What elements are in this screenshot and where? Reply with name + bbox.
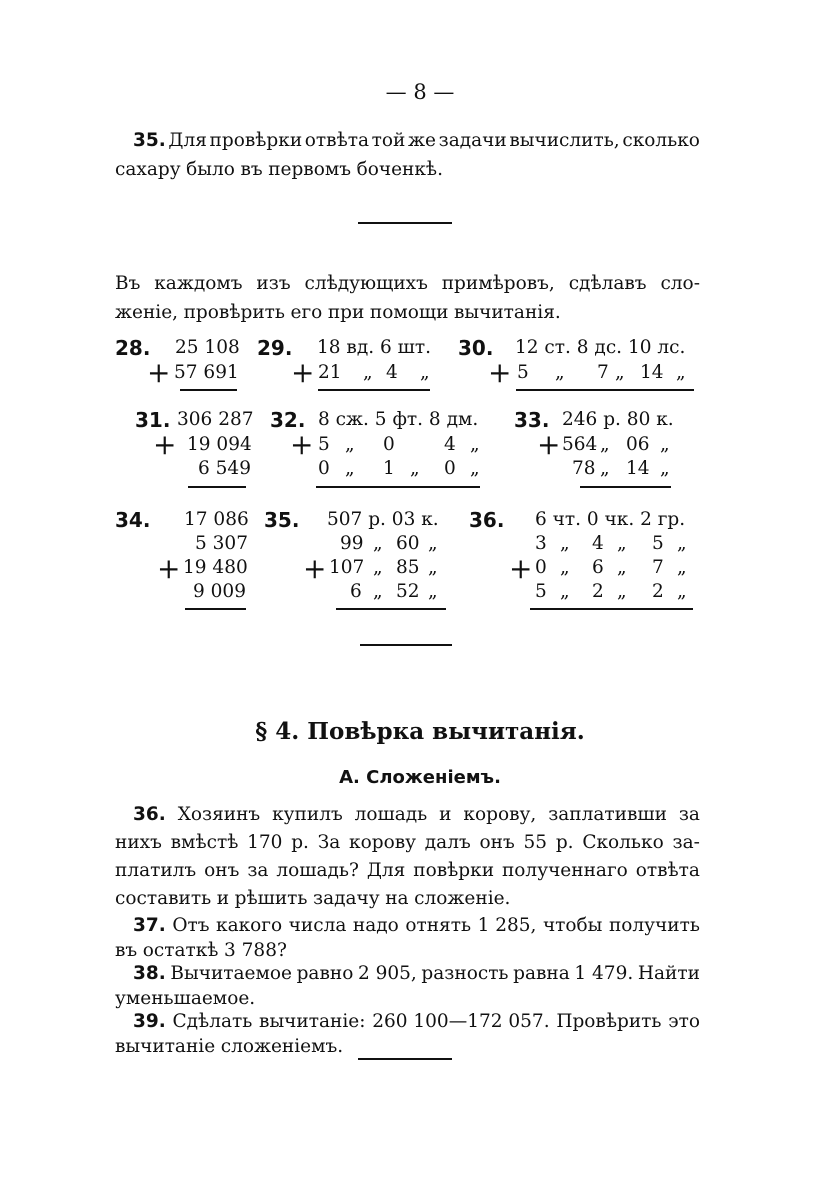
word: повѣрки: [413, 860, 495, 881]
example-33-row2-a: 564: [562, 434, 598, 455]
sum-line: [316, 486, 480, 488]
example-30-row2-b: 7: [597, 362, 609, 383]
example-33-number: 33.: [514, 408, 550, 432]
example-31-row1: 306 287: [177, 409, 254, 430]
word: полученнаго: [501, 860, 628, 881]
example-32-row1: 8 сж. 5 фт. 8 дм.: [318, 409, 479, 430]
example-35-row1: 507 р. 03 к.: [327, 509, 439, 530]
word: Сколько: [582, 832, 664, 853]
example-34-row1: 17 086: [184, 509, 249, 530]
word: лошадь?: [276, 860, 359, 881]
word: Хозяинъ: [177, 804, 261, 825]
page-number: — 8 —: [385, 80, 455, 104]
word: провѣрки: [209, 130, 303, 151]
example-35-row4-a: 6: [350, 581, 362, 602]
sum-line: [185, 608, 246, 610]
ditto-mark: „: [560, 533, 570, 554]
example-35-row3-a: 107: [329, 557, 365, 578]
word: 170: [247, 832, 283, 853]
example-29-number: 29.: [257, 336, 293, 360]
problem-number: 39.: [133, 1011, 166, 1032]
word: Отъ: [172, 915, 210, 936]
word: Провѣрить: [556, 1011, 662, 1032]
example-32-row2-a: 5: [318, 434, 330, 455]
example-33-row1: 246 р. 80 к.: [562, 409, 674, 430]
word: за-: [672, 832, 700, 853]
ditto-mark: „: [600, 434, 610, 455]
ditto-mark: „: [660, 434, 670, 455]
section-title: § 4. Повѣрка вычитанія.: [255, 718, 585, 745]
example-30-plus: +: [488, 356, 512, 389]
problem-36: [115, 801, 700, 913]
word: той: [371, 130, 406, 151]
example-33-row3-b: 14: [626, 458, 650, 479]
word: отвѣта: [635, 860, 700, 881]
example-29-row2-b: 4: [386, 362, 398, 383]
example-36-row2-c: 5: [652, 533, 664, 554]
ditto-mark: „: [660, 458, 670, 479]
word: женіе,: [115, 302, 179, 323]
text-line: [115, 913, 700, 938]
word: въ: [240, 159, 263, 180]
ditto-mark: „: [470, 434, 480, 455]
word: каждомъ: [154, 273, 243, 294]
word: за: [247, 860, 269, 881]
word: Сдѣлать: [172, 1011, 253, 1032]
word: отвѣта: [304, 130, 370, 151]
text-line: [115, 961, 700, 986]
example-33-row2-b: 06: [626, 434, 650, 455]
word: Для: [366, 860, 406, 881]
ditto-mark: „: [345, 458, 355, 479]
word: вычитаніе: [115, 1036, 216, 1057]
example-31-plus: +: [153, 428, 177, 461]
word: сложеніе.: [414, 888, 511, 909]
ditto-mark: „: [600, 458, 610, 479]
example-30-row1: 12 ст. 8 дс. 10 лс.: [515, 337, 686, 358]
word: получить: [608, 915, 700, 936]
problem-number: 36.: [133, 804, 166, 825]
example-34-row3: 19 480: [183, 557, 248, 578]
ditto-mark: „: [428, 557, 438, 578]
problem-number: 37.: [133, 915, 166, 936]
example-29-row2-a: 21: [318, 362, 342, 383]
ditto-mark: „: [555, 362, 565, 383]
problem-37: [115, 913, 700, 963]
word: первомъ: [268, 159, 352, 180]
word: 2 905,: [357, 963, 417, 984]
word: сколько: [622, 130, 700, 151]
word: сло-: [660, 273, 700, 294]
ditto-mark: „: [617, 533, 627, 554]
example-32-plus: +: [290, 428, 314, 461]
ditto-mark: „: [470, 458, 480, 479]
ditto-mark: „: [676, 362, 686, 383]
text-line: [115, 885, 700, 913]
example-29-plus: +: [291, 356, 315, 389]
example-28-number: 28.: [115, 336, 151, 360]
example-30-row2-c: 14: [640, 362, 664, 383]
problem-number: 38.: [133, 963, 166, 984]
sum-line: [336, 608, 446, 610]
word: составить: [115, 888, 212, 909]
example-30-number: 30.: [458, 336, 494, 360]
ditto-mark: „: [677, 581, 687, 602]
example-32-number: 32.: [270, 408, 306, 432]
word: при: [327, 302, 365, 323]
ditto-mark: „: [428, 581, 438, 602]
example-28-row2: 57 691: [174, 362, 239, 383]
example-30-row2-a: 5: [517, 362, 529, 383]
example-32-row3-c: 0: [444, 458, 456, 479]
word: онъ: [204, 860, 240, 881]
ditto-mark: „: [677, 533, 687, 554]
word: лошадь: [354, 804, 428, 825]
sum-line: [530, 608, 693, 610]
example-36-row2-a: 3: [535, 533, 547, 554]
word: вычислить,: [509, 130, 620, 151]
word: боченкѣ.: [356, 159, 443, 180]
word: 260 100—172 057.: [372, 1011, 550, 1032]
example-36-row4-c: 2: [652, 581, 664, 602]
section-subtitle: А. Сложеніемъ.: [339, 767, 501, 788]
word: помощи: [369, 302, 449, 323]
word: въ: [115, 940, 138, 961]
problem-38: [115, 961, 700, 1011]
example-34-row2: 5 307: [195, 533, 248, 554]
word: сложеніемъ.: [220, 1036, 344, 1057]
example-31-number: 31.: [135, 408, 171, 432]
text-line: [115, 298, 700, 327]
word: Вычитаемое: [170, 963, 292, 984]
word: задачи: [438, 130, 507, 151]
word: равно: [296, 963, 354, 984]
word: Для: [168, 130, 207, 151]
example-35-number: 35.: [264, 508, 300, 532]
word: вычитаніе:: [259, 1011, 366, 1032]
divider: [360, 644, 452, 646]
sum-line: [318, 389, 430, 391]
example-28-plus: +: [147, 356, 171, 389]
word: Въ: [115, 273, 141, 294]
example-36-number: 36.: [469, 508, 505, 532]
example-36-row4-a: 5: [535, 581, 547, 602]
word: вычитанія.: [453, 302, 561, 323]
ditto-mark: „: [615, 362, 625, 383]
text-line: [115, 801, 700, 829]
word: 1 479.: [574, 963, 634, 984]
ditto-mark: „: [560, 557, 570, 578]
word: на: [385, 888, 409, 909]
example-35-plus: +: [303, 552, 327, 585]
ditto-mark: „: [617, 557, 627, 578]
word: заплативши: [548, 804, 667, 825]
instruction-paragraph: [115, 269, 700, 327]
word: же: [408, 130, 436, 151]
word: нихъ: [115, 832, 162, 853]
word: купилъ: [272, 804, 343, 825]
problem-39: [115, 1009, 700, 1059]
word: числа: [288, 915, 347, 936]
word: слѣдующихъ: [304, 273, 428, 294]
ditto-mark: „: [373, 557, 383, 578]
example-32-row3-b: 1: [383, 458, 395, 479]
word: разность: [421, 963, 509, 984]
example-36-row3-c: 7: [652, 557, 664, 578]
word: корову: [349, 832, 417, 853]
ditto-mark: „: [373, 533, 383, 554]
example-35-row2-a: 99: [340, 533, 364, 554]
text-line: [115, 269, 700, 298]
example-33-plus: +: [537, 428, 561, 461]
example-36-row4-b: 2: [592, 581, 604, 602]
word: сахару: [115, 159, 181, 180]
word: корову,: [463, 804, 537, 825]
example-36-row2-b: 4: [592, 533, 604, 554]
word: 55: [523, 832, 548, 853]
example-36-plus: +: [509, 552, 533, 585]
ditto-mark: „: [363, 362, 373, 383]
ditto-mark: „: [617, 581, 627, 602]
word: за: [678, 804, 700, 825]
word: сдѣлавъ: [568, 273, 647, 294]
text-line: [115, 986, 700, 1011]
sum-line: [516, 389, 694, 391]
example-34-plus: +: [157, 552, 181, 585]
word: р.: [555, 832, 574, 853]
word: Найти: [637, 963, 700, 984]
word: платилъ: [115, 860, 197, 881]
ditto-mark: „: [677, 557, 687, 578]
word: и: [216, 888, 230, 909]
example-32-row2-b: 0: [383, 434, 395, 455]
text-line: [115, 938, 700, 963]
example-32-row2-c: 4: [444, 434, 456, 455]
word: это: [668, 1011, 700, 1032]
example-31-row3: 6 549: [198, 458, 251, 479]
sum-line: [580, 486, 671, 488]
word: надо: [352, 915, 399, 936]
example-32-row3-a: 0: [318, 458, 330, 479]
word: 3 788?: [224, 940, 287, 961]
word: провѣрить: [183, 302, 285, 323]
word: его: [290, 302, 323, 323]
example-34-row4: 9 009: [193, 581, 246, 602]
sum-line: [180, 389, 237, 391]
text-line: [115, 126, 700, 155]
text-line: [115, 857, 700, 885]
example-29-row1: 18 вд. 6 шт.: [317, 337, 431, 358]
text-line: [115, 1034, 700, 1059]
example-28-row1: 25 108: [175, 337, 240, 358]
word: вмѣстѣ: [170, 832, 239, 853]
sum-line: [188, 486, 246, 488]
word: остаткѣ: [142, 940, 219, 961]
text-line: [115, 155, 700, 184]
word: далъ: [424, 832, 471, 853]
ditto-mark: „: [410, 458, 420, 479]
example-33-row3-a: 78: [572, 458, 596, 479]
text-line: [115, 829, 700, 857]
word: и: [439, 804, 452, 825]
example-36-row3-b: 6: [592, 557, 604, 578]
word: 1 285,: [477, 915, 537, 936]
word: было: [186, 159, 235, 180]
divider: [358, 1058, 452, 1060]
ditto-mark: „: [560, 581, 570, 602]
word: равна: [513, 963, 570, 984]
example-34-number: 34.: [115, 508, 151, 532]
ditto-mark: „: [345, 434, 355, 455]
word: изъ: [256, 273, 291, 294]
word: какого: [216, 915, 283, 936]
word: задачу: [313, 888, 380, 909]
word: отнять: [405, 915, 472, 936]
example-31-row2: 19 094: [187, 434, 252, 455]
example-36-row1: 6 чт. 0 чк. 2 гр.: [535, 509, 686, 530]
word: За: [317, 832, 341, 853]
word: чтобы: [542, 915, 603, 936]
word: примѣровъ,: [441, 273, 555, 294]
word: уменьшаемое.: [115, 988, 256, 1009]
example-35-row3-b: 85: [396, 557, 420, 578]
example-35-row4-b: 52: [396, 581, 420, 602]
problem-number: 35.: [133, 130, 166, 151]
ditto-mark: „: [373, 581, 383, 602]
ditto-mark: „: [428, 533, 438, 554]
ditto-mark: „: [420, 362, 430, 383]
problem-35: [115, 126, 700, 184]
divider: [358, 222, 452, 224]
word: онъ: [479, 832, 515, 853]
example-35-row2-b: 60: [396, 533, 420, 554]
text-line: [115, 1009, 700, 1034]
example-36-row3-a: 0: [535, 557, 547, 578]
word: рѣшить: [234, 888, 308, 909]
word: р.: [291, 832, 309, 853]
